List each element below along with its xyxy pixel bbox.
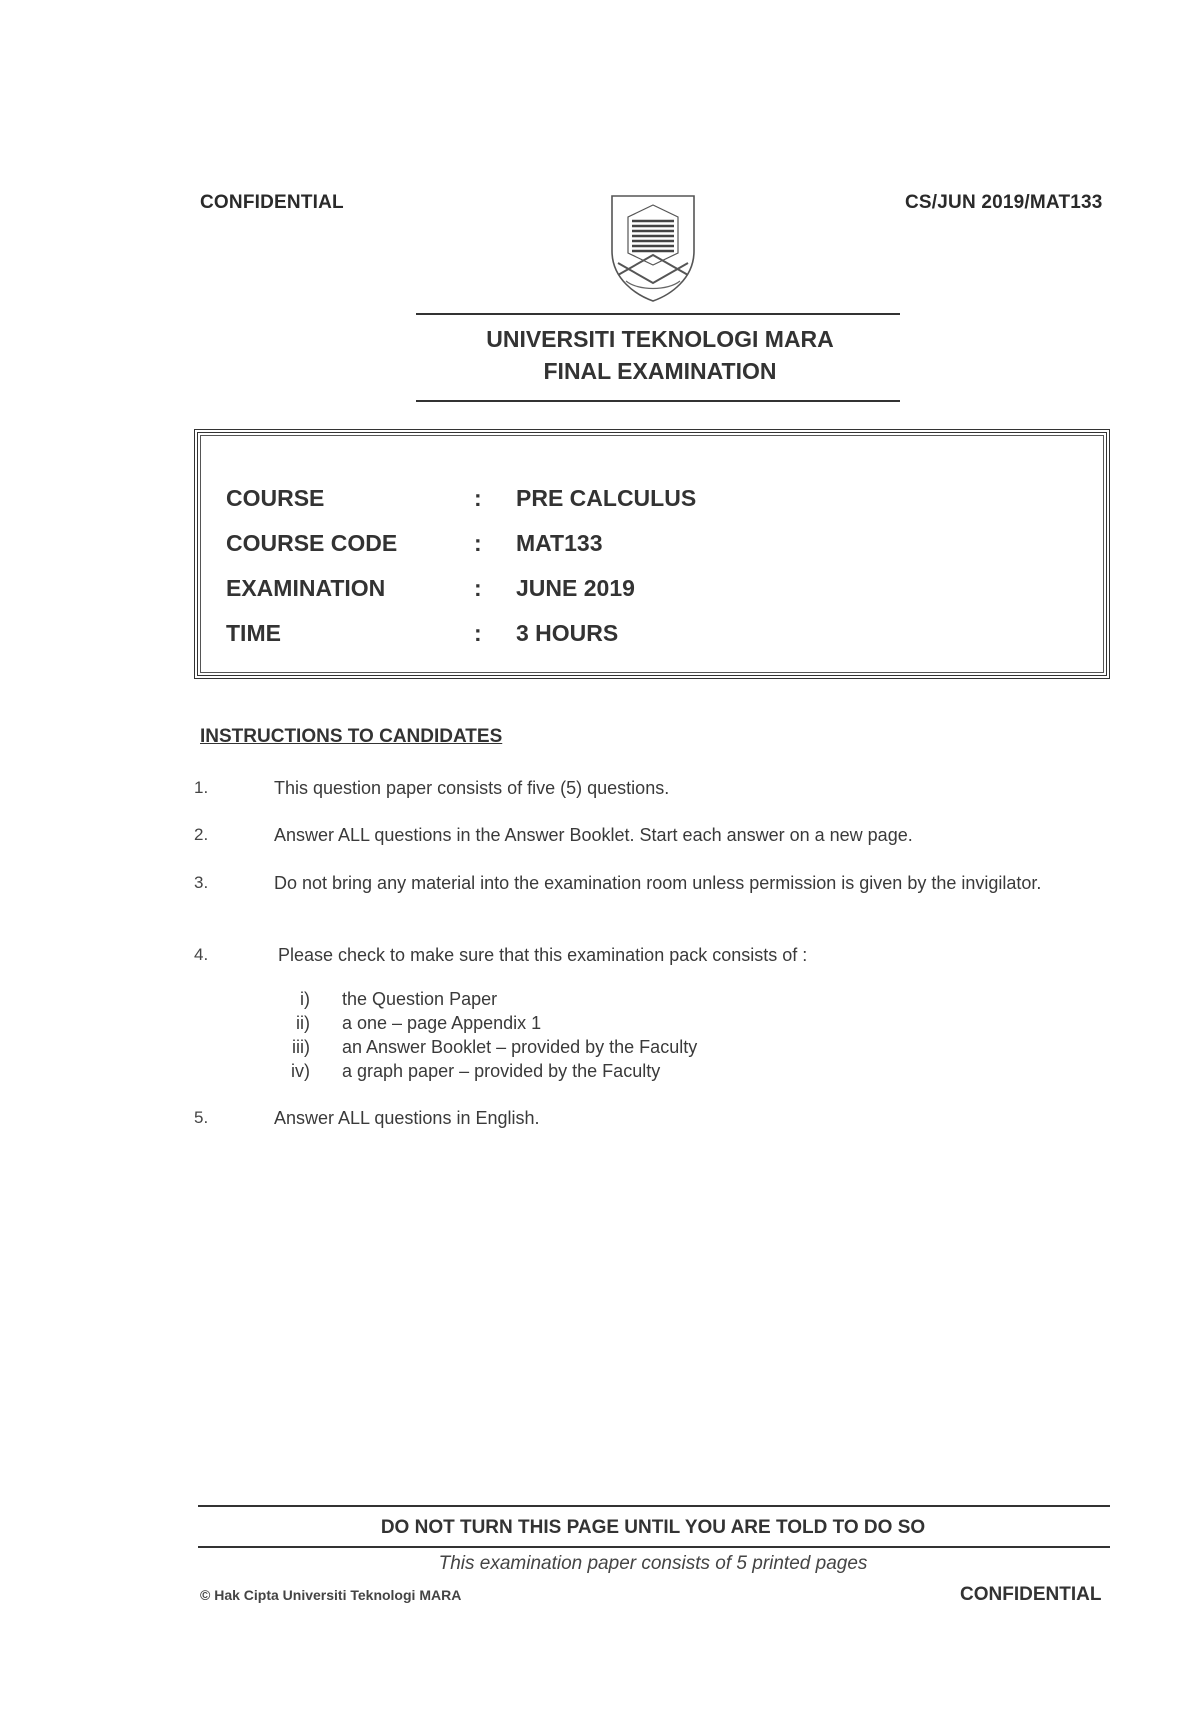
instruction-number: 5. bbox=[194, 1108, 209, 1127]
info-separator: : bbox=[474, 530, 482, 556]
info-separator: : bbox=[474, 485, 482, 511]
exam-type: FINAL EXAMINATION bbox=[543, 358, 777, 384]
info-separator: : bbox=[474, 575, 482, 601]
footer-bottom-rule bbox=[198, 1546, 1110, 1548]
footer-confidential: CONFIDENTIAL bbox=[960, 1584, 1102, 1605]
pack-item-number: iv) bbox=[291, 1061, 310, 1081]
instruction-text: Answer ALL questions in the Answer Booklet. Start each answer on a new page. bbox=[274, 825, 913, 845]
pack-item-text: a graph paper – provided by the Faculty bbox=[342, 1061, 661, 1081]
footer-copyright: © Hak Cipta Universiti Teknologi MARA bbox=[200, 1587, 462, 1603]
footer-pages-note: This examination paper consists of 5 printed pages bbox=[438, 1553, 868, 1574]
info-value: 3 HOURS bbox=[516, 620, 619, 646]
pack-item-number: iii) bbox=[292, 1037, 310, 1057]
title-bottom-rule bbox=[416, 400, 900, 402]
pack-item-number: ii) bbox=[296, 1013, 310, 1033]
university-crest-icon bbox=[608, 193, 698, 303]
info-separator: : bbox=[474, 620, 482, 646]
footer-warning: DO NOT TURN THIS PAGE UNTIL YOU ARE TOLD TO DO SO bbox=[380, 1517, 926, 1538]
info-label: TIME bbox=[226, 620, 281, 646]
pack-item-text: the Question Paper bbox=[342, 989, 498, 1009]
title-top-rule bbox=[416, 313, 900, 315]
instruction-number: 4. bbox=[194, 945, 209, 964]
pack-item-text: an Answer Booklet – provided by the Faculty bbox=[342, 1037, 698, 1057]
info-value: JUNE 2019 bbox=[516, 575, 635, 601]
info-value: PRE CALCULUS bbox=[516, 485, 697, 511]
instruction-number: 1. bbox=[194, 778, 209, 797]
instruction-text: Answer ALL questions in English. bbox=[274, 1108, 540, 1128]
footer-top-rule bbox=[198, 1505, 1110, 1507]
instruction-text: Do not bring any material into the examination room unless permission is given by the invigilator. bbox=[274, 873, 1042, 893]
instruction-number: 2. bbox=[194, 825, 209, 844]
info-label: COURSE CODE bbox=[226, 530, 398, 556]
instruction-text: This question paper consists of five (5) questions. bbox=[274, 778, 670, 798]
pack-item-number: i) bbox=[300, 989, 310, 1009]
info-value: MAT133 bbox=[516, 530, 603, 556]
info-label: EXAMINATION bbox=[226, 575, 386, 601]
info-label: COURSE bbox=[226, 485, 325, 511]
instruction-number: 3. bbox=[194, 873, 209, 892]
header-paper-code: CS/JUN 2019/MAT133 bbox=[905, 192, 1103, 213]
university-name: UNIVERSITI TEKNOLOGI MARA bbox=[486, 326, 834, 352]
instructions-title: INSTRUCTIONS TO CANDIDATES bbox=[200, 726, 503, 747]
course-info-box bbox=[194, 429, 1110, 679]
pack-item-text: a one – page Appendix 1 bbox=[342, 1013, 542, 1033]
instruction-text: Please check to make sure that this examination pack consists of : bbox=[278, 945, 808, 965]
header-confidential: CONFIDENTIAL bbox=[200, 192, 344, 213]
